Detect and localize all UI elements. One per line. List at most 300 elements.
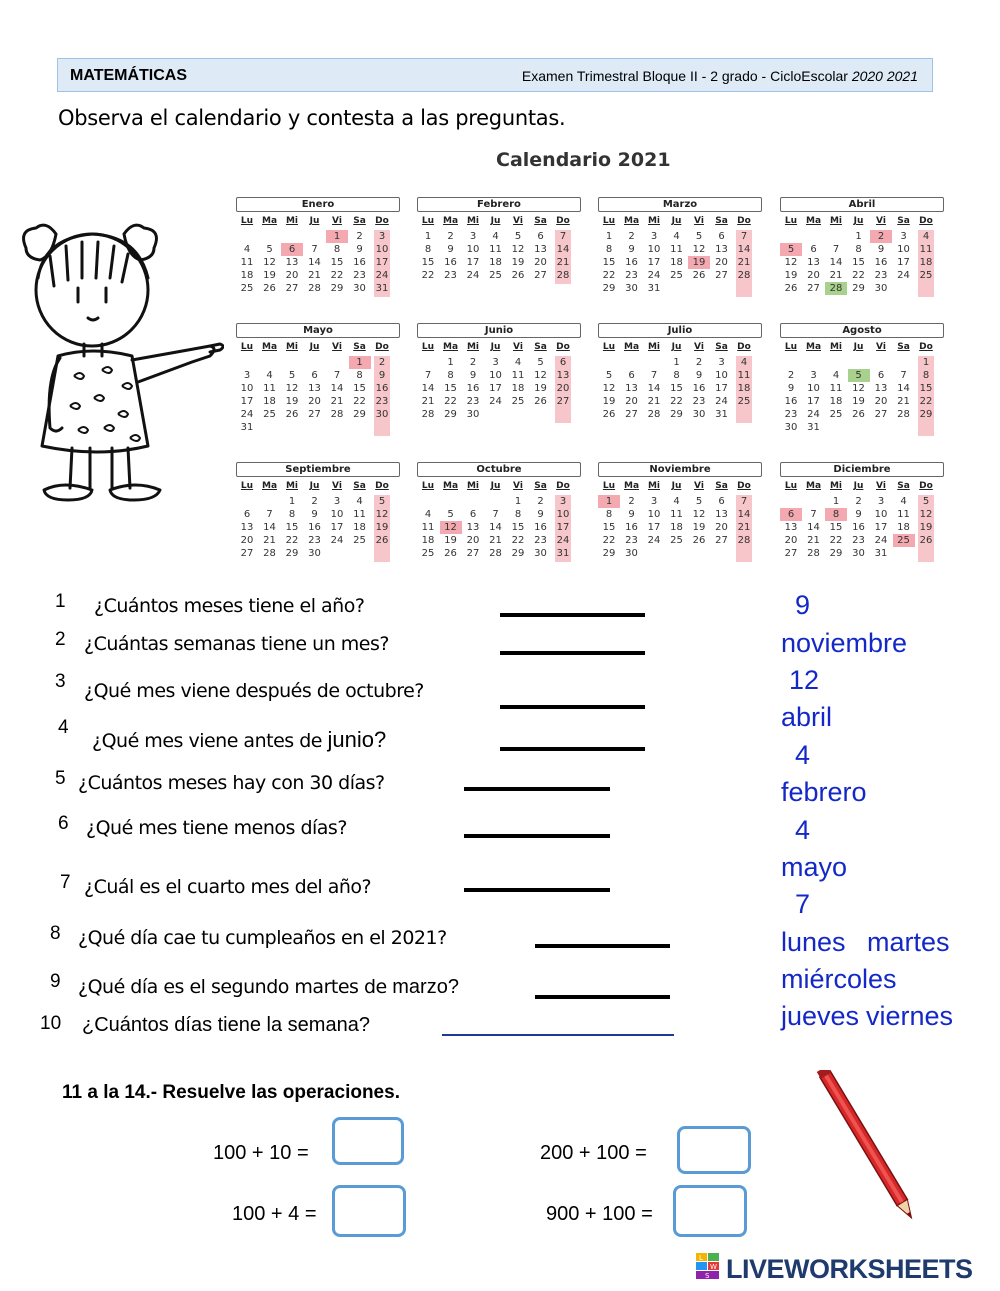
day-cell: 9 (311, 509, 318, 520)
day-cell: 18 (511, 383, 525, 394)
day-cell: 29 (330, 283, 344, 294)
day-cell: 19 (285, 396, 299, 407)
day-cell: 1 (673, 357, 680, 368)
day-cell: 30 (692, 409, 706, 420)
day-cell: 23 (375, 396, 389, 407)
weekday-header: Vi (694, 481, 704, 491)
day-cell: 25 (421, 548, 435, 559)
weekday-header: Vi (876, 216, 886, 226)
day-cell: 16 (466, 383, 480, 394)
day-cell: 8 (825, 508, 847, 521)
day-cell: 13 (715, 509, 728, 520)
day-cell: 20 (308, 396, 321, 407)
question-1-text: ¿Cuántos meses tiene el año? (94, 595, 365, 617)
day-cell: 4 (740, 357, 748, 368)
day-cell: 31 (556, 548, 570, 559)
day-cell: 6 (243, 509, 251, 520)
day-cell: 22 (670, 396, 683, 407)
weekday-header: Lu (421, 481, 435, 491)
option-martes[interactable]: martes (867, 927, 950, 957)
day-cell: 14 (737, 509, 751, 520)
weekday-header: Ma (623, 216, 640, 226)
day-cell: 28 (421, 409, 435, 420)
option-4-second[interactable]: 4 (795, 815, 811, 845)
day-cell: 16 (625, 522, 638, 533)
day-cell: 8 (855, 244, 862, 255)
day-cell: 22 (421, 270, 435, 281)
day-cell: 10 (240, 383, 254, 394)
day-cell: 20 (784, 535, 798, 546)
day-cell: 18 (489, 257, 502, 268)
month-febrero (417, 197, 583, 317)
day-cell: 17 (466, 257, 480, 268)
day-cell: 8 (922, 370, 930, 381)
weekday-header: Lu (784, 342, 798, 352)
day-cell: 15 (353, 383, 366, 394)
operation-4-answer-box[interactable] (673, 1185, 747, 1237)
day-cell: 30 (534, 548, 547, 559)
day-cell: 17 (489, 383, 502, 394)
day-cell: 26 (692, 535, 706, 546)
girl-pointing-illustration (14, 218, 224, 503)
weekday-header: Lu (240, 342, 254, 352)
day-cell: 14 (330, 383, 344, 394)
weekday-header: Sa (897, 342, 910, 352)
weekday-header: Sa (715, 481, 728, 491)
day-cell: 7 (740, 231, 748, 242)
day-cell: 22 (919, 396, 933, 407)
weekday-header: Ju (490, 216, 501, 226)
answer-6-field[interactable] (464, 834, 610, 838)
day-cell: 9 (855, 509, 862, 520)
day-cell: 16 (375, 383, 389, 394)
weekday-header: Mi (285, 342, 299, 352)
day-cell: 6 (718, 496, 725, 507)
day-cell: 18 (263, 396, 276, 407)
day-cell: 30 (874, 283, 888, 294)
day-cell: 17 (240, 396, 254, 407)
weekday-header: Vi (332, 342, 342, 352)
weekday-header: Mi (829, 481, 843, 491)
weekday-header: Ju (671, 342, 682, 352)
day-cell: 25 (240, 283, 254, 294)
day-cell: 25 (829, 409, 843, 420)
day-cell: 22 (285, 535, 299, 546)
day-cell: 22 (829, 535, 843, 546)
day-cell: 14 (647, 383, 661, 394)
day-cell: 15 (602, 257, 616, 268)
day-cell: 24 (330, 535, 344, 546)
day-cell: 25 (489, 270, 502, 281)
weekday-header: Ju (490, 481, 501, 491)
day-cell: 27 (556, 396, 570, 407)
day-cell: 15 (285, 522, 299, 533)
day-cell: 6 (281, 243, 303, 256)
day-cell: 7 (333, 370, 341, 381)
question-7-text: ¿Cuál es el cuarto mes del año? (84, 876, 372, 898)
weekday-header: Ma (261, 342, 278, 352)
day-cell: 3 (333, 496, 341, 507)
day-cell: 15 (602, 522, 616, 533)
day-cell: 26 (444, 548, 457, 559)
option-12[interactable]: 12 (789, 665, 820, 695)
day-cell: 18 (670, 257, 683, 268)
day-cell: 2 (378, 357, 386, 368)
answer-7-field[interactable] (464, 888, 610, 892)
weekday-header: Vi (694, 216, 704, 226)
question-4-prefix: ¿Qué mes viene antes de (92, 730, 328, 752)
day-cell: 24 (466, 270, 480, 281)
weekday-header: Do (737, 481, 751, 491)
day-cell: 28 (737, 535, 751, 546)
day-cell: 18 (670, 522, 683, 533)
answer-4-field[interactable] (500, 747, 645, 751)
month-name: Febrero (417, 197, 581, 212)
day-cell: 14 (807, 522, 820, 533)
weekday-header: Ma (442, 342, 459, 352)
logo-letter-l: L (699, 1254, 703, 1262)
weekday-header: Sa (534, 216, 547, 226)
day-cell: 24 (489, 396, 502, 407)
day-cell: 31 (807, 422, 820, 433)
day-cell: 22 (353, 396, 366, 407)
weekday-header: Ju (309, 342, 320, 352)
option-abril[interactable]: abril (781, 702, 833, 732)
day-cell: 24 (897, 270, 910, 281)
day-cell: 19 (784, 270, 798, 281)
day-cell: 26 (784, 283, 798, 294)
day-cell: 11 (511, 370, 525, 381)
day-cell: 19 (692, 522, 706, 533)
day-cell: 1 (349, 356, 371, 369)
day-cell: 17 (647, 522, 661, 533)
day-cell: 19 (602, 396, 616, 407)
day-cell: 6 (537, 231, 544, 242)
question-2-text: ¿Cuántas semanas tiene un mes? (84, 633, 389, 655)
operation-3-answer-box[interactable] (332, 1185, 406, 1237)
day-cell: 8 (333, 244, 341, 255)
day-cell: 9 (628, 509, 635, 520)
day-cell: 30 (852, 548, 865, 559)
weekday-header: Ju (671, 216, 682, 226)
day-cell: 5 (514, 231, 522, 242)
day-cell: 25 (893, 534, 915, 547)
weekday-header: Ju (309, 481, 320, 491)
day-cell: 31 (874, 548, 888, 559)
day-cell: 22 (602, 535, 616, 546)
day-cell: 10 (466, 244, 480, 255)
day-cell: 13 (534, 244, 547, 255)
option-viernes[interactable]: viernes (866, 1001, 954, 1031)
day-cell: 13 (240, 522, 254, 533)
day-cell: 20 (807, 270, 820, 281)
day-cell: 12 (602, 383, 616, 394)
option-noviembre[interactable]: noviembre (781, 628, 908, 658)
day-cell: 13 (466, 522, 480, 533)
day-cell: 15 (421, 257, 435, 268)
day-cell: 21 (737, 257, 751, 268)
day-cell: 14 (897, 383, 910, 394)
day-cell: 9 (356, 244, 363, 255)
day-cell: 28 (647, 409, 661, 420)
day-cell: 11 (240, 257, 254, 268)
day-cell: 22 (511, 535, 525, 546)
weekday-header: Ma (442, 481, 459, 491)
grade-cycle: 2 grado - CicloEscolar (710, 68, 852, 84)
day-cell: 8 (424, 244, 432, 255)
day-cell: 1 (598, 495, 620, 508)
answer-10-field[interactable] (442, 1034, 674, 1036)
option-miercoles[interactable]: miércoles (781, 964, 897, 994)
day-cell: 21 (308, 270, 321, 281)
weekday-header: Sa (353, 216, 366, 226)
day-cell: 29 (511, 548, 525, 559)
month-abril (780, 197, 946, 317)
weekday-header: Do (375, 342, 389, 352)
day-cell: 13 (784, 522, 798, 533)
day-cell: 1 (514, 496, 522, 507)
day-cell: 29 (670, 409, 683, 420)
weekday-header: Ju (490, 342, 501, 352)
day-cell: 11 (353, 509, 366, 520)
day-cell: 21 (489, 535, 502, 546)
day-cell: 31 (240, 422, 254, 433)
weekday-header: Lu (240, 216, 254, 226)
day-cell: 31 (375, 283, 389, 294)
option-7[interactable]: 7 (795, 889, 811, 919)
day-cell: 12 (784, 257, 798, 268)
day-cell: 2 (447, 231, 454, 242)
question-9-month: marzo? (392, 976, 459, 998)
month-name: Diciembre (780, 462, 944, 477)
pencil-icon (815, 1070, 925, 1250)
logo-letter-w: W (710, 1263, 717, 1271)
day-cell: 9 (695, 370, 703, 381)
weekday-header: Do (737, 216, 751, 226)
day-cell: 16 (308, 522, 321, 533)
day-cell: 29 (852, 283, 865, 294)
question-9-text (78, 976, 459, 999)
day-cell: 12 (852, 383, 865, 394)
day-cell: 4 (832, 370, 840, 381)
weekday-header: Sa (897, 481, 910, 491)
operation-2: 200 + 100 = (540, 1142, 647, 1164)
weekday-header: Lu (602, 481, 616, 491)
day-cell: 5 (922, 496, 930, 507)
day-cell: 28 (807, 548, 820, 559)
day-cell: 27 (715, 270, 728, 281)
weekday-header: Vi (513, 481, 523, 491)
day-cell: 27 (308, 409, 321, 420)
day-cell: 23 (784, 409, 798, 420)
day-cell: 4 (266, 370, 273, 381)
day-cell: 25 (511, 396, 525, 407)
day-cell: 12 (919, 509, 933, 520)
option-4-first[interactable]: 4 (795, 740, 811, 770)
weekday-header: Sa (534, 342, 547, 352)
day-cell: 12 (692, 509, 706, 520)
option-9[interactable]: 9 (795, 590, 811, 620)
day-cell: 2 (628, 496, 635, 507)
answer-1-field[interactable] (500, 613, 645, 617)
weekday-header: Ma (623, 481, 640, 491)
option-febrero[interactable]: febrero (781, 777, 867, 807)
option-mayo[interactable]: mayo (781, 852, 848, 882)
exam-info (522, 68, 918, 84)
day-cell: 11 (670, 244, 683, 255)
day-cell: 28 (308, 283, 321, 294)
month-noviembre (598, 462, 764, 582)
month-name: Enero (236, 197, 400, 212)
day-cell: 6 (718, 231, 725, 242)
option-jueves[interactable]: jueves (781, 1001, 860, 1031)
answer-3-field[interactable] (500, 705, 645, 709)
operation-3: 100 + 4 = (232, 1203, 317, 1225)
operation-2-answer-box[interactable] (677, 1126, 751, 1174)
day-cell: 6 (628, 370, 635, 381)
day-cell: 13 (308, 383, 321, 394)
operation-1-answer-box[interactable] (332, 1117, 404, 1165)
answer-5-field[interactable] (464, 787, 610, 791)
day-cell: 21 (330, 396, 344, 407)
day-cell: 23 (444, 270, 457, 281)
day-cell: 10 (647, 244, 661, 255)
question-9-prefix: ¿Qué día es el segundo martes de (78, 976, 393, 998)
day-cell: 2 (356, 231, 363, 242)
day-cell: 17 (715, 383, 728, 394)
day-cell: 5 (537, 357, 544, 368)
day-cell: 8 (605, 509, 613, 520)
day-cell: 30 (375, 409, 389, 420)
day-cell: 2 (695, 357, 703, 368)
day-cell: 13 (807, 257, 820, 268)
weekday-header: Do (919, 216, 933, 226)
weekday-header: Mi (647, 481, 661, 491)
day-cell: 26 (602, 409, 616, 420)
day-cell: 20 (715, 257, 728, 268)
weekday-header: Do (919, 342, 933, 352)
day-cell: 24 (375, 270, 389, 281)
question-9-number: 9 (50, 971, 61, 992)
day-cell: 2 (311, 496, 318, 507)
day-cell: 20 (715, 522, 728, 533)
day-cell: 15 (670, 383, 683, 394)
weekday-header: Sa (897, 216, 910, 226)
day-cell: 5 (288, 370, 296, 381)
day-cell: 17 (556, 522, 570, 533)
answer-9-field[interactable] (535, 995, 670, 999)
day-cell: 23 (874, 270, 888, 281)
weekday-header: Lu (421, 342, 435, 352)
weekday-header: Lu (602, 216, 616, 226)
calendar-title: Calendario 2021 (496, 149, 671, 171)
day-cell: 28 (897, 409, 910, 420)
day-cell: 23 (534, 535, 547, 546)
day-cell: 22 (602, 270, 616, 281)
day-cell: 20 (625, 396, 638, 407)
answer-2-field[interactable] (500, 651, 645, 655)
day-cell: 10 (874, 509, 888, 520)
day-cell: 5 (266, 244, 273, 255)
day-cell: 7 (311, 244, 318, 255)
day-cell: 3 (877, 496, 885, 507)
day-cell: 6 (559, 357, 567, 368)
day-cell: 27 (807, 283, 820, 294)
day-cell: 25 (670, 270, 683, 281)
weekday-header: Mi (829, 342, 843, 352)
day-cell: 4 (514, 357, 522, 368)
day-cell: 18 (829, 396, 843, 407)
day-cell: 5 (848, 369, 870, 382)
day-cell: 31 (715, 409, 728, 420)
day-cell: 6 (780, 508, 802, 521)
month-diciembre (780, 462, 946, 582)
day-cell: 4 (673, 496, 680, 507)
day-cell: 1 (605, 231, 613, 242)
day-cell: 26 (534, 396, 547, 407)
day-cell: 25 (737, 396, 751, 407)
weekday-header: Ju (309, 216, 320, 226)
day-cell: 30 (625, 548, 638, 559)
day-cell: 18 (240, 270, 254, 281)
day-cell: 7 (810, 509, 817, 520)
day-cell: 3 (650, 231, 658, 242)
day-cell: 16 (534, 522, 547, 533)
day-cell: 18 (421, 535, 435, 546)
day-cell: 12 (263, 257, 276, 268)
day-cell: 2 (870, 230, 892, 243)
day-cell: 29 (919, 409, 933, 420)
day-cell: 30 (784, 422, 798, 433)
day-cell: 8 (447, 370, 454, 381)
month-mayo (236, 323, 402, 443)
day-cell: 16 (852, 522, 865, 533)
day-cell: 23 (308, 535, 321, 546)
day-cell: 25 (919, 270, 933, 281)
day-cell: 3 (378, 231, 386, 242)
day-cell: 20 (874, 396, 888, 407)
day-cell: 21 (421, 396, 435, 407)
question-4-number: 4 (58, 717, 69, 738)
answer-8-field[interactable] (535, 944, 670, 948)
day-cell: 24 (715, 396, 728, 407)
month-name: Abril (780, 197, 944, 212)
day-cell: 10 (489, 370, 502, 381)
day-cell: 2 (469, 357, 477, 368)
day-cell: 6 (311, 370, 318, 381)
question-8-text: ¿Qué día cae tu cumpleaños en el 2021? (78, 927, 447, 949)
day-cell: 9 (877, 244, 885, 255)
option-lunes[interactable]: lunes (781, 927, 846, 957)
day-cell: 12 (375, 509, 389, 520)
day-cell: 30 (308, 548, 321, 559)
day-cell: 22 (852, 270, 865, 281)
day-cell: 6 (469, 509, 477, 520)
day-cell: 24 (240, 409, 254, 420)
day-cell: 19 (688, 256, 710, 269)
day-cell: 5 (378, 496, 386, 507)
month-name: Noviembre (598, 462, 762, 477)
day-cell: 14 (489, 522, 502, 533)
question-7-number: 7 (60, 872, 71, 893)
day-cell: 4 (424, 509, 432, 520)
day-cell: 27 (625, 409, 638, 420)
operation-4: 900 + 100 = (546, 1203, 653, 1225)
weekday-header: Vi (876, 481, 886, 491)
month-name: Marzo (598, 197, 762, 212)
month-octubre (417, 462, 583, 582)
day-cell: 21 (263, 535, 276, 546)
